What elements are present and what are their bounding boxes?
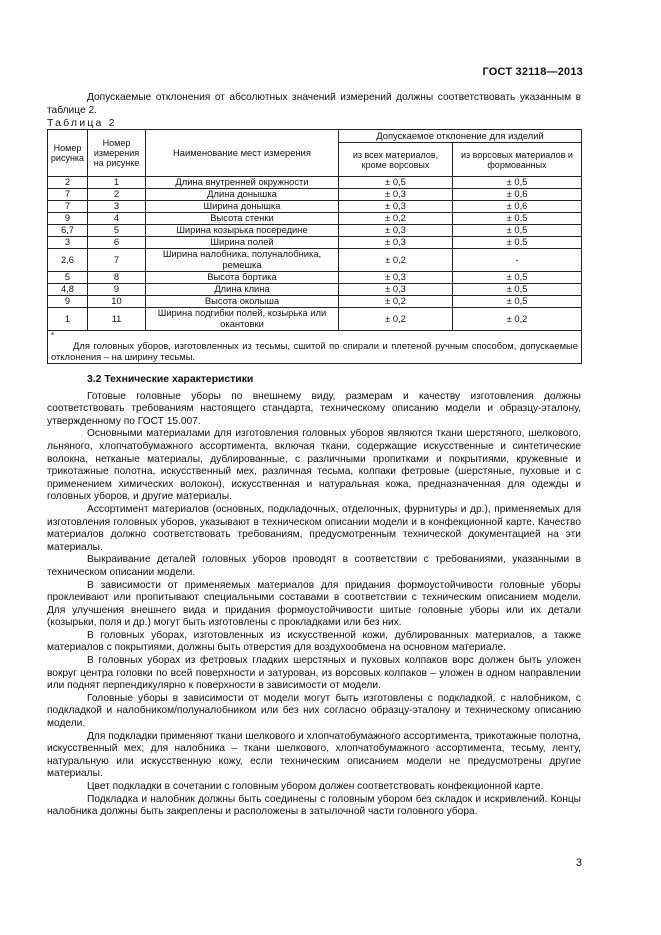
note-text: Для головных уборов, изготовленных из тесьмы, сшитой по спирали и плетеной ручным способом, допускаемые отклонения – на ширину тесьмы.	[51, 340, 579, 363]
cell-figure: 3	[48, 237, 88, 249]
cell-measurement-number: 5	[88, 225, 146, 237]
cell-figure: 9	[48, 296, 88, 308]
cell-deviation-all: ± 0,3	[339, 201, 453, 213]
cell-figure: 7	[48, 201, 88, 213]
paragraph: Выкраивание деталей головных уборов проводят в соответствии с требованиями, указанными в техническом описании модели.	[47, 554, 581, 578]
header-measurement-place: Наименование мест измерения	[146, 130, 339, 177]
table-row	[48, 177, 582, 189]
table-note	[48, 331, 582, 363]
header-figure-number: Номер рисунка	[48, 130, 88, 177]
table-row	[48, 213, 582, 225]
table-row	[48, 225, 582, 237]
cell-deviation-pile: ± 0,5	[453, 213, 582, 225]
header-all-materials: из всех материалов, кроме ворсовых	[339, 143, 453, 177]
paragraph: В головных уборах, изготовленных из искусственной кожи, дублированных материалов, а также материалов с покрытиями, должны быть отверстия для воздухообмена на основном материале.	[47, 629, 581, 654]
cell-deviation-all: ± 0,2	[339, 213, 453, 225]
header-deviation-group: Допускаемое отклонение для изделий	[339, 130, 582, 143]
cell-deviation-pile: ± 0,5	[453, 296, 582, 308]
cell-measurement-place: Ширина козырька посередине	[146, 225, 339, 237]
cell-measurement-number: 2	[88, 189, 146, 201]
cell-measurement-number: 8	[88, 272, 146, 284]
cell-deviation-all: ± 0,5	[339, 177, 453, 189]
cell-deviation-pile: ± 0,6	[453, 189, 582, 201]
cell-measurement-number: 4	[88, 213, 146, 225]
paragraph: Подкладка и налобник должны быть соединены с головным убором без складок и искривлений. Концы налобника должны быть закреплены и расположены в затылочной части головного убора.	[47, 793, 581, 818]
cell-measurement-number: 7	[88, 249, 146, 272]
cell-measurement-place: Ширина полей	[146, 237, 339, 249]
cell-measurement-number: 1	[88, 177, 146, 189]
cell-measurement-number: 11	[88, 308, 146, 331]
cell-deviation-pile: ± 0,2	[453, 308, 582, 331]
cell-figure: 9	[48, 213, 88, 225]
cell-measurement-number: 9	[88, 284, 146, 296]
cell-figure: 7	[48, 189, 88, 201]
cell-deviation-pile: ± 0,5	[453, 225, 582, 237]
cell-measurement-place: Длина клина	[146, 284, 339, 296]
table-row	[48, 249, 582, 272]
cell-deviation-all: ± 0,2	[339, 249, 453, 272]
cell-deviation-pile: ± 0,5	[453, 272, 582, 284]
deviation-table	[47, 129, 582, 363]
paragraph: Ассортимент материалов (основных, подкладочных, отделочных, фурнитуры и др.), применяемых для изготовления головных уборов, указывают в техническом описании модели и в конфекционной карте. Качество материалов должно соответствовать требованиям, предусмотренным технической документацией на эти материалы.	[47, 503, 581, 553]
section-title: 3.2 Технические характеристики	[87, 373, 254, 385]
table-label: Таблица 2	[47, 117, 117, 130]
cell-deviation-all: ± 0,3	[339, 284, 453, 296]
cell-deviation-pile: ± 0,6	[453, 201, 582, 213]
body-text	[47, 391, 581, 819]
paragraph: Основными материалами для изготовления головных уборов являются ткани шерстяного, шелкового, льняного, хлопчатобумажного ассортимента, включая ткани, содержащие искусственные и синтетические волокна, нетканые материалы, дублированные, с различными пропитками и покрытиями, кружевные и трикотажные полотна, искусственный мех, различная тесьма, колпаки фетровые (шерстяные, пуховые и с применением химических волокон), искусственная и натуральная кожа, предназначенная для одежды и головных уборов, и другие материалы.	[47, 428, 581, 503]
table-row	[48, 308, 582, 331]
paragraph: В головных уборах из фетровых гладких шерстяных и пуховых колпаков ворс должен быть уложен вокруг центра головки по всей поверхности и затурован, из ворсовых колпаков – уложен в одном направлении или поднят перпендикулярно к поверхности в зависимости от модели.	[47, 655, 581, 692]
cell-measurement-place: Ширина донышка	[146, 201, 339, 213]
cell-measurement-place: Ширина налобника, полуналобника, ремешка	[146, 249, 339, 272]
page-content	[47, 92, 581, 819]
cell-deviation-all: ± 0,3	[339, 225, 453, 237]
table-row	[48, 272, 582, 284]
cell-figure: 2	[48, 177, 88, 189]
paragraph: Для подкладки применяют ткани шелкового и хлопчатобумажного ассортимента, трикотажные полотна, искусственный мех; для налобника – ткани шелкового, хлопчатобумажного ассортимента, тесьму, ленту, натуральную или искусственную кожу, если техническим описанием модели не предусмотрены другие материалы.	[47, 730, 581, 780]
table-note-row	[48, 331, 582, 363]
paragraph: Цвет подкладки в сочетании с головным убором должен соответствовать конфекционной карте.	[87, 781, 544, 792]
cell-deviation-pile: -	[453, 249, 582, 272]
table-row	[48, 201, 582, 213]
paragraph: В зависимости от применяемых материалов для придания формоустойчивости головные уборы проклеивают или пропитывают специальными составами в соответствии с техническим описанием модели. Для улучшения внешнего вида и придания формоустойчивости шитые головные уборы или их детали (козырьки, поля и др.) могут быть изготовлены с прокладками или без них.	[47, 579, 581, 629]
cell-figure: 1	[48, 308, 88, 331]
paragraph: Головные уборы в зависимости от модели могут быть изготовлены с подкладкой, с налобником, с подкладкой и налобником/полуналобником или без них согласно образцу-эталону и техническому описанию модели.	[47, 692, 581, 730]
cell-deviation-all: ± 0,2	[339, 308, 453, 331]
cell-deviation-all: ± 0,2	[339, 296, 453, 308]
table-row	[48, 284, 582, 296]
cell-deviation-all: ± 0,3	[339, 272, 453, 284]
cell-deviation-pile: ± 0,5	[453, 284, 582, 296]
cell-deviation-all: ± 0,3	[339, 237, 453, 249]
page-number: 3	[575, 857, 582, 869]
cell-figure: 5	[48, 272, 88, 284]
table-row	[48, 296, 582, 308]
table-header-row	[48, 130, 582, 143]
cell-figure: 2,6	[48, 249, 88, 272]
cell-deviation-pile: ± 0,5	[453, 177, 582, 189]
header-measurement-number: Номер измерения на рисунке	[88, 130, 146, 177]
intro-paragraph: Допускаемые отклонения от абсолютных значений измерений должны соответствовать указанным в таблице 2.	[47, 92, 581, 116]
cell-measurement-place: Длина донышка	[146, 189, 339, 201]
note-mark: *	[51, 331, 55, 341]
cell-measurement-place: Высота стенки	[146, 213, 339, 225]
table-row	[48, 189, 582, 201]
table-body	[48, 177, 582, 331]
cell-measurement-number: 10	[88, 296, 146, 308]
cell-deviation-pile: ± 0,5	[453, 237, 582, 249]
cell-measurement-number: 6	[88, 237, 146, 249]
cell-measurement-number: 3	[88, 201, 146, 213]
cell-measurement-place: Высота околыша	[146, 296, 339, 308]
cell-figure: 6,7	[48, 225, 88, 237]
cell-figure: 4,8	[48, 284, 88, 296]
paragraph: Готовые головные уборы по внешнему виду, размерам и качеству изготовления должны соответствовать требованиям настоящего стандарта, техническому описанию модели и образцу-эталону, утвержденному по ГОСТ 15.007.	[47, 390, 581, 427]
table-row	[48, 237, 582, 249]
cell-measurement-place: Длина внутренней окружности	[146, 177, 339, 189]
cell-measurement-place: Высота бортика	[146, 272, 339, 284]
header-pile-materials: из ворсовых материалов и формованных	[453, 143, 582, 177]
cell-measurement-place: Ширина подгибки полей, козырька или окантовки	[146, 308, 339, 331]
cell-deviation-all: ± 0,3	[339, 189, 453, 201]
document-code: ГОСТ 32118—2013	[482, 66, 583, 78]
